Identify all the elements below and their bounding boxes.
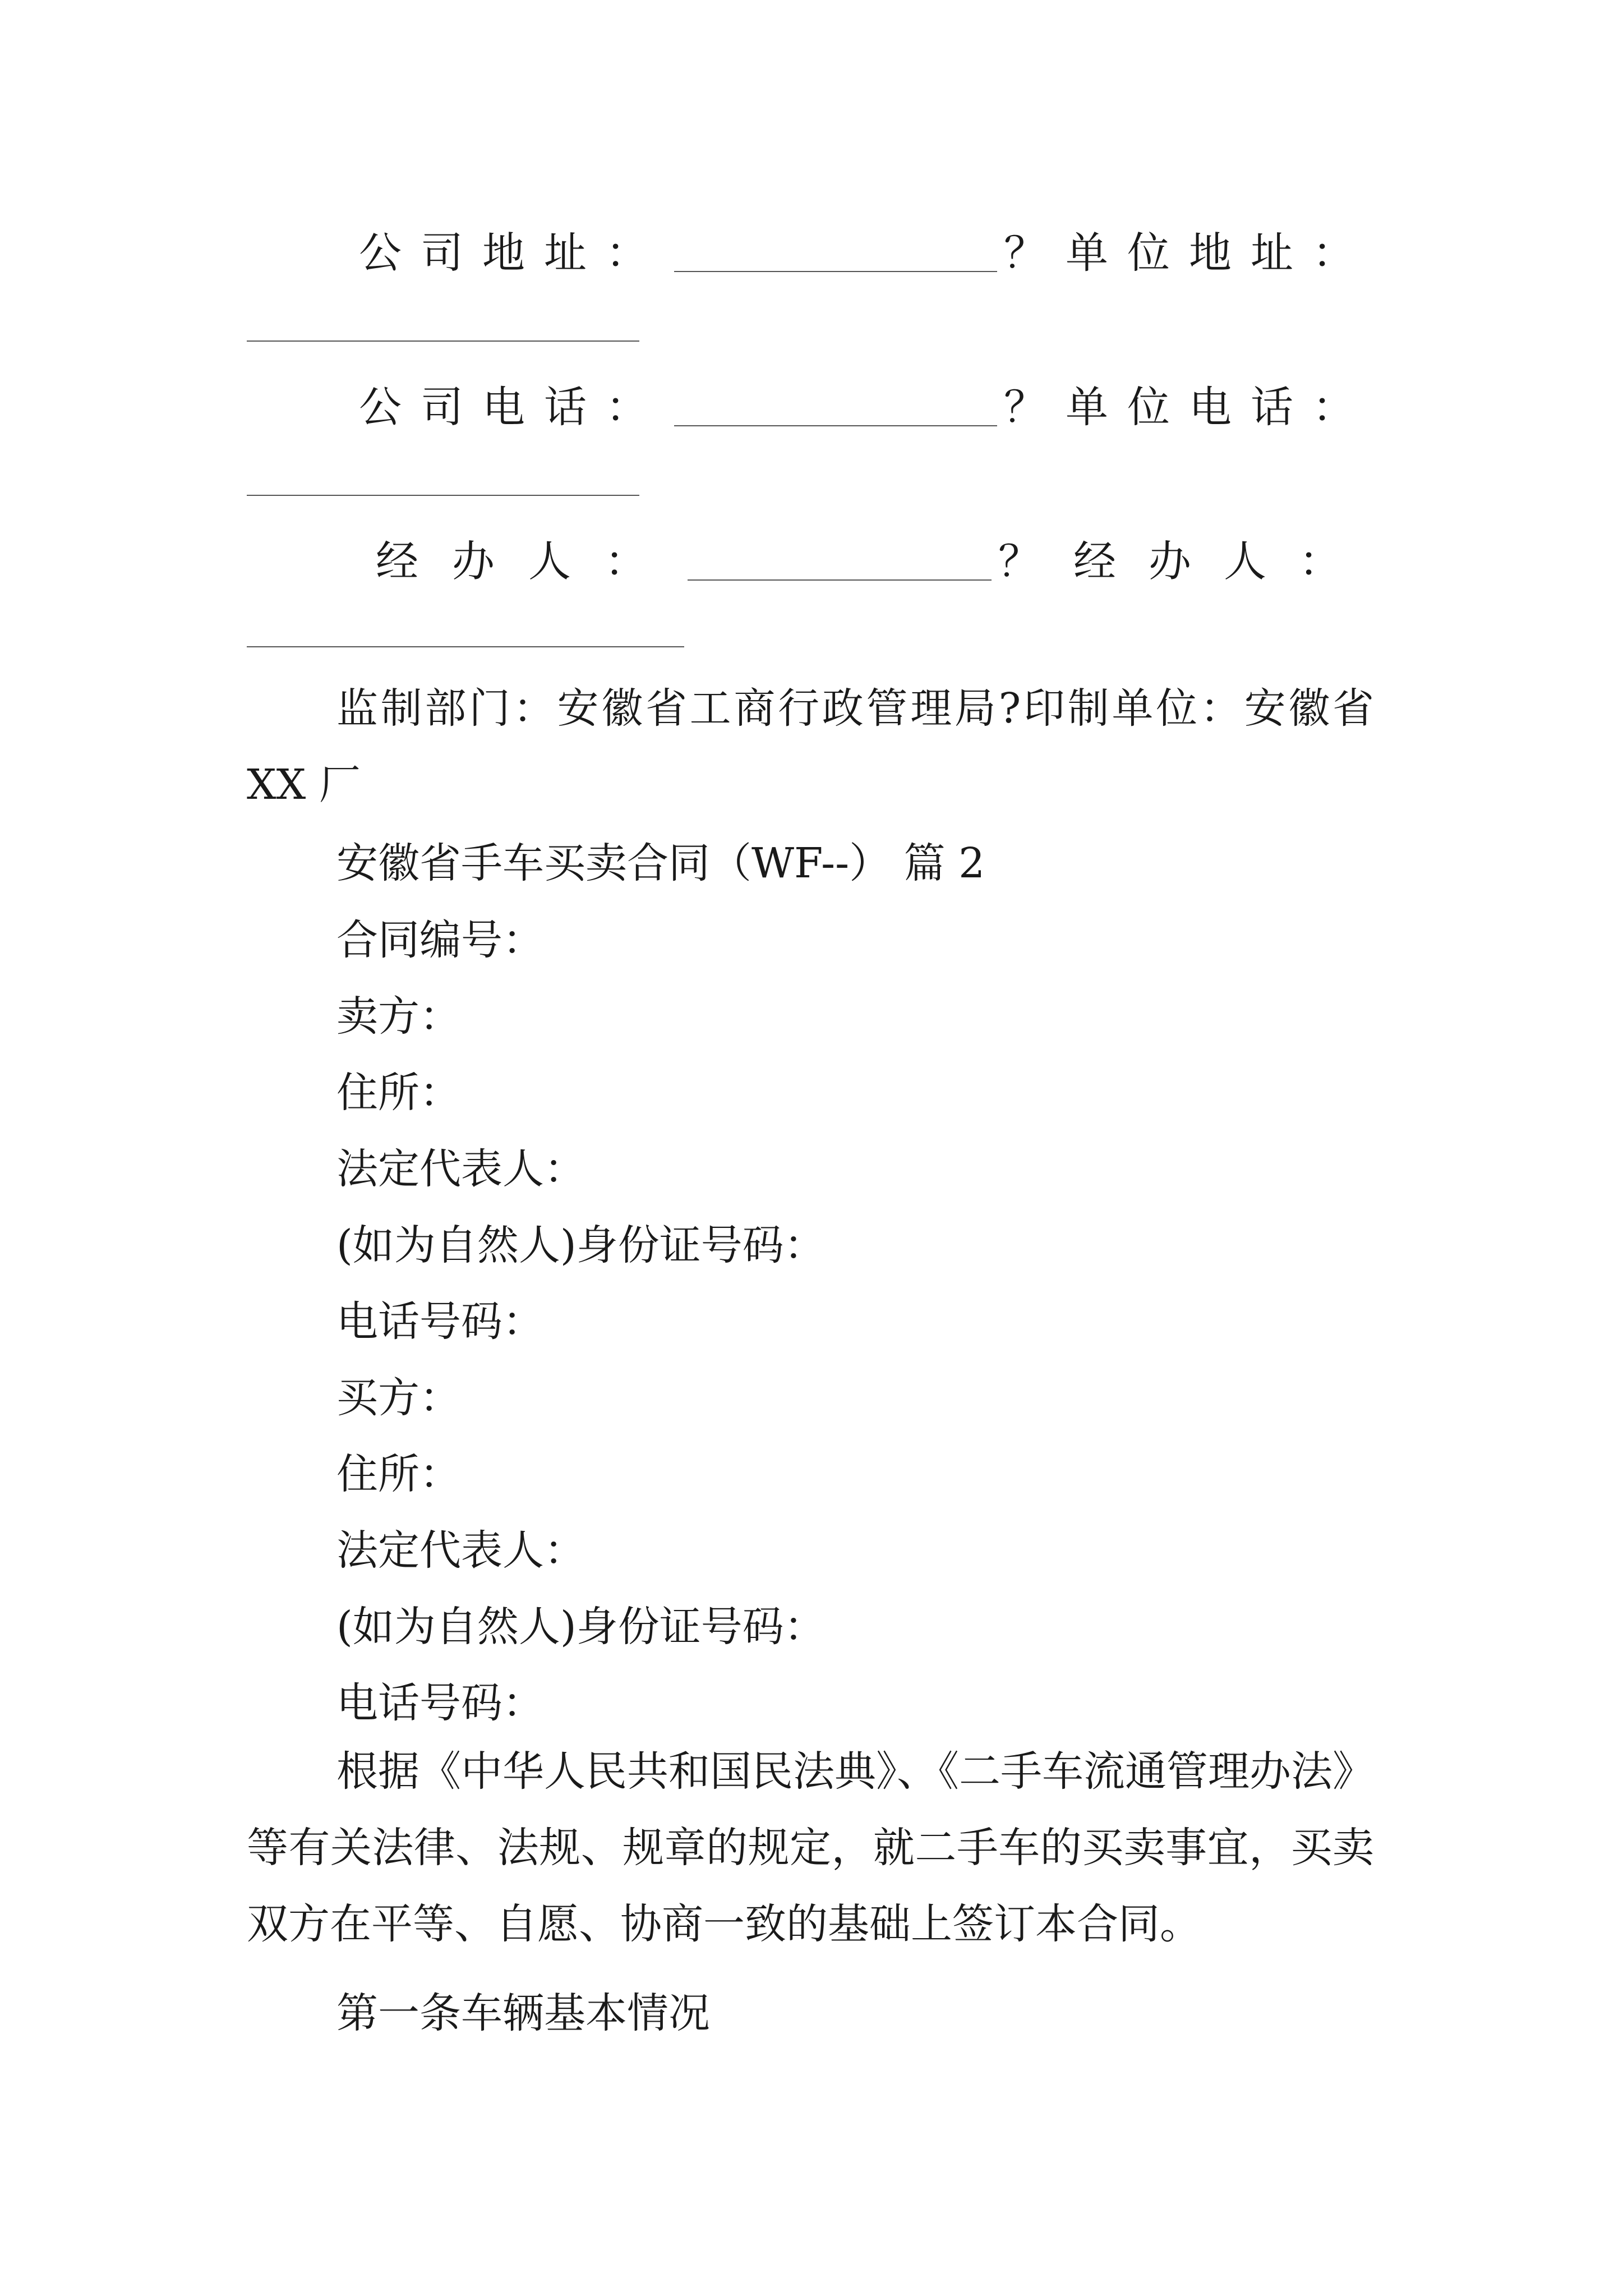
unit-phone-label: ？单位电话： (1004, 382, 1374, 432)
agent-row (247, 527, 1374, 588)
field-contract-number: 合同编号： (336, 916, 544, 964)
unit-address-blank[interactable] (247, 339, 639, 342)
company-address-blank[interactable] (674, 265, 997, 272)
field-seller-id-number: (如为自然人)身份证号码： (336, 1221, 826, 1269)
field-buyer: 买方： (336, 1374, 461, 1422)
field-buyer-phone: 电话号码： (336, 1679, 544, 1727)
field-seller-residence: 住所： (336, 1069, 461, 1117)
company-address-label: 公司地址： (359, 228, 667, 278)
article-1-title: 第一条车辆基本情况 (336, 1989, 710, 2037)
unit-address-label: ？单位地址： (1004, 228, 1374, 278)
unit-agent-blank[interactable] (247, 645, 684, 647)
field-buyer-residence: 住所： (336, 1450, 461, 1498)
company-agent-label: 经办人： (376, 536, 681, 586)
field-seller-legal-rep: 法定代表人： (336, 1145, 585, 1193)
unit-phone-blank[interactable] (247, 494, 639, 496)
company-phone-label: 公司电话： (359, 382, 667, 432)
phone-row (247, 373, 1374, 434)
company-phone-blank[interactable] (674, 420, 997, 426)
company-agent-blank[interactable] (688, 574, 992, 581)
preamble-paragraph: 根据《中华人民共和国民法典》、《二手车流通管理办法》等有关法律、法规、规章的规定，就二手车的买卖事宜，买卖双方在平等、自愿、协商一致的基础上签订本合同。 (247, 1747, 1374, 1948)
address-row (247, 219, 1374, 280)
unit-agent-label: ？经办人： (998, 536, 1374, 586)
field-seller: 卖方： (336, 992, 461, 1041)
field-buyer-legal-rep: 法定代表人： (336, 1526, 585, 1575)
contract-heading: 安徽省手车买卖合同（WF--） 篇 2 (336, 839, 985, 887)
field-buyer-id-number: (如为自然人)身份证号码： (336, 1603, 826, 1651)
field-seller-phone: 电话号码： (336, 1297, 544, 1346)
supervision-paragraph: 监制部门：安徽省工商行政管理局?印制单位：安徽省 XX 厂 (247, 684, 1374, 809)
